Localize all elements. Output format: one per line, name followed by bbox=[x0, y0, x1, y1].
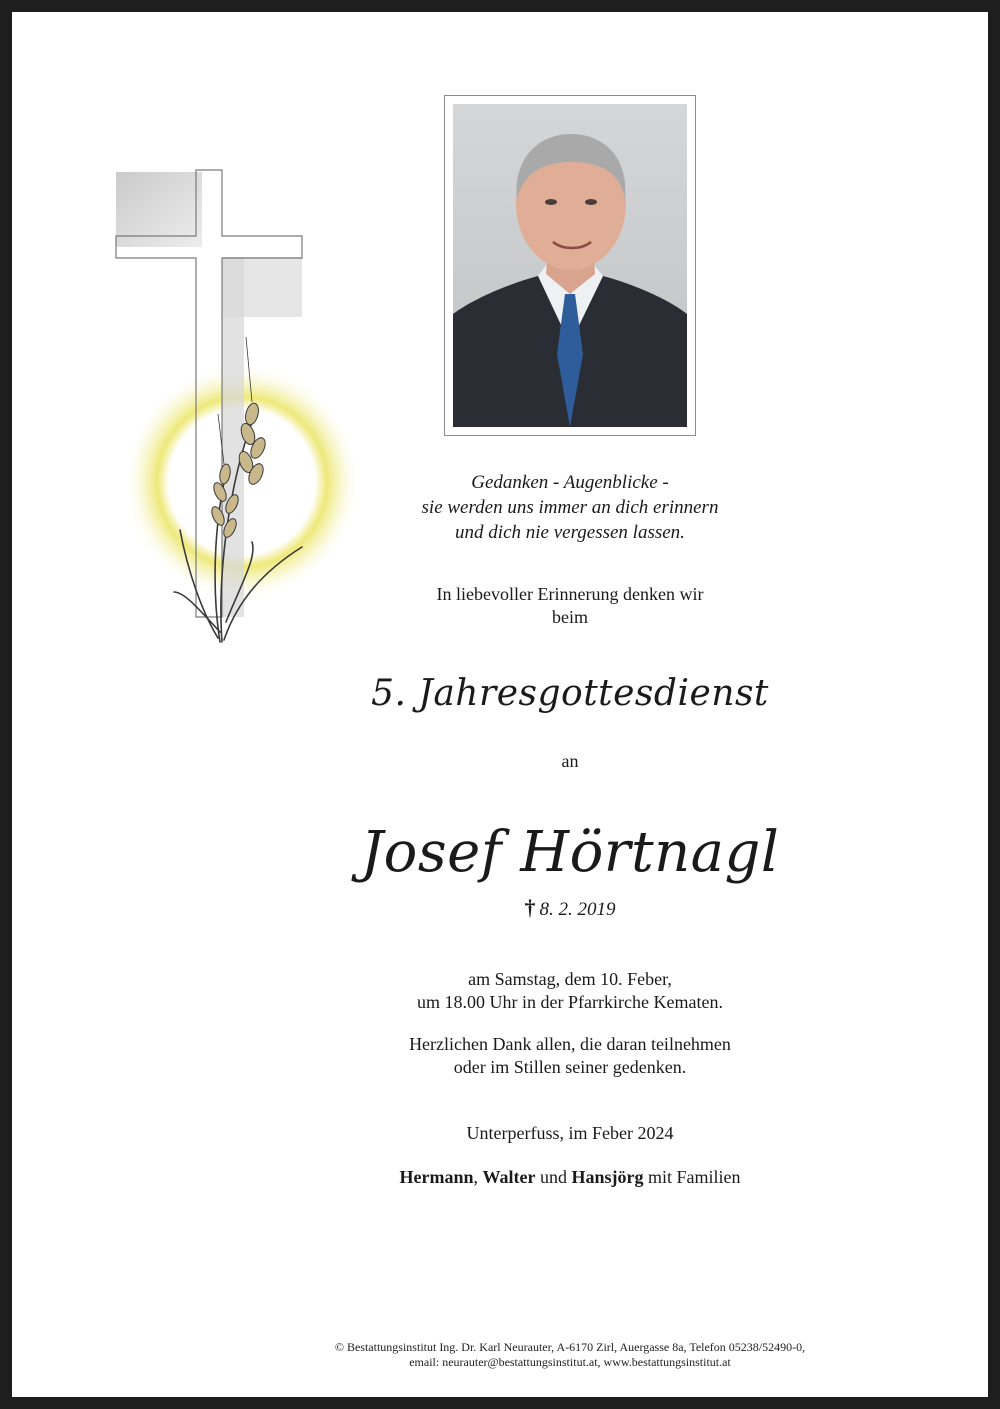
family-name-2: Walter bbox=[482, 1167, 536, 1187]
connector-text: an bbox=[561, 751, 579, 771]
deceased-name: Josef Hörtnagl bbox=[360, 820, 780, 885]
obituary-card bbox=[12, 12, 988, 1397]
verse-line-1: Gedanken - Augenblicke - bbox=[471, 472, 669, 493]
family-name-3: Hansjörg bbox=[571, 1167, 644, 1187]
family-sep-1: , bbox=[473, 1167, 483, 1187]
details-line-1: am Samstag, dem 10. Feber, bbox=[468, 969, 672, 989]
details-line-2: um 18.00 Uhr in der Pfarrkirche Kematen. bbox=[417, 992, 723, 1012]
footer-imprint bbox=[230, 1340, 910, 1370]
family-name-1: Hermann bbox=[399, 1167, 474, 1187]
intro-text bbox=[320, 583, 820, 629]
death-date: 8. 2. 2019 bbox=[539, 899, 616, 920]
verse-text bbox=[320, 470, 820, 545]
family-suffix: mit Familien bbox=[643, 1167, 741, 1187]
footer-line-2: email: neurauter@bestattungsinstitut.at, www.bestattungsinstitut.at bbox=[409, 1355, 731, 1369]
death-date-line bbox=[320, 896, 820, 922]
service-title: 5. Jahresgottesdienst bbox=[371, 673, 769, 714]
verse-line-3: und dich nie vergessen lassen. bbox=[455, 522, 685, 543]
place-date: Unterperfuss, im Feber 2024 bbox=[466, 1123, 674, 1143]
thanks-line-1: Herzlichen Dank allen, die daran teilnehmen bbox=[409, 1034, 731, 1054]
thanks-text bbox=[320, 1033, 820, 1079]
intro-line-2: beim bbox=[552, 607, 588, 627]
thanks-line-2: oder im Stillen seiner gedenken. bbox=[453, 1057, 687, 1077]
intro-line-1: In liebevoller Erinnerung denken wir bbox=[436, 584, 704, 604]
dagger-icon: † bbox=[524, 895, 536, 920]
portrait-photo bbox=[444, 95, 696, 436]
footer-line-1: © Bestattungsinstitut Ing. Dr. Karl Neurauter, A-6170 Zirl, Auergasse 8a, Telefon 05238/52490-0, bbox=[334, 1340, 806, 1354]
family-signature bbox=[320, 1166, 820, 1189]
cross-with-wheat-icon bbox=[102, 152, 382, 652]
verse-line-2: sie werden uns immer an dich erinnern bbox=[421, 497, 719, 518]
service-details bbox=[320, 968, 820, 1014]
family-sep-2: und bbox=[535, 1167, 572, 1187]
